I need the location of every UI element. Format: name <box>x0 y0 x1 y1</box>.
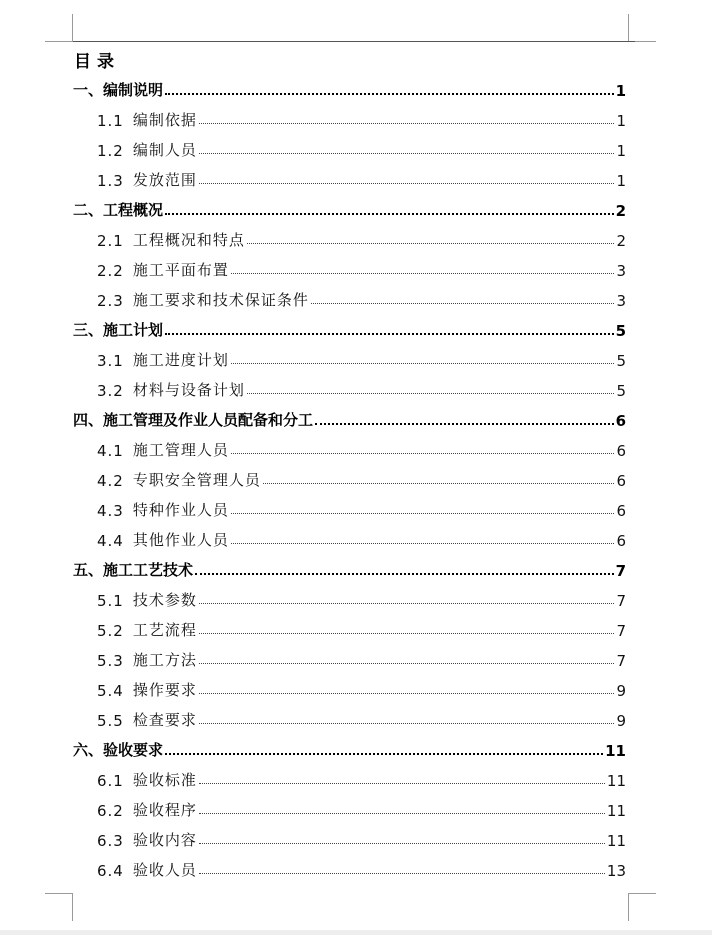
toc-section-entry[interactable] <box>97 168 626 190</box>
toc-section-entry[interactable] <box>97 528 626 550</box>
toc-entry-number: 6.3 <box>97 832 124 850</box>
toc-entry-label: 工程概况 <box>103 201 164 219</box>
toc-entry-number: 2.2 <box>97 262 124 280</box>
toc-entry-label: 施工管理人员 <box>132 441 229 459</box>
toc-entry-number: 6.2 <box>97 802 124 820</box>
toc-entry-label: 验收标准 <box>132 771 197 789</box>
toc-entry-page-number: 1 <box>616 142 626 160</box>
toc-section-entry[interactable] <box>97 498 626 520</box>
toc-dot-leader <box>247 243 615 244</box>
toc-entry-number: 二、 <box>73 201 104 219</box>
toc-entry-number: 6.1 <box>97 772 124 790</box>
toc-section-entry[interactable] <box>97 588 626 610</box>
toc-section-entry[interactable] <box>97 348 626 370</box>
toc-entry-page-number: 3 <box>616 292 626 310</box>
toc-entry-label: 验收要求 <box>103 741 164 759</box>
toc-title: 目录 <box>74 52 120 72</box>
toc-entry-label: 编制依据 <box>132 111 197 129</box>
toc-entry-page-number: 13 <box>606 862 626 880</box>
toc-section-entry[interactable] <box>97 108 626 130</box>
toc-dot-leader <box>199 693 615 694</box>
toc-entry-page-number: 7 <box>616 652 626 670</box>
toc-entry-page-number: 6 <box>615 412 626 430</box>
toc-entry-label: 编制说明 <box>103 81 164 99</box>
toc-section-entry[interactable] <box>97 828 626 850</box>
crop-mark-bottom-left-vertical <box>72 893 73 921</box>
toc-dot-leader <box>199 843 605 844</box>
toc-entry-number: 5.1 <box>97 592 124 610</box>
toc-entry-number: 2.3 <box>97 292 124 310</box>
toc-section-entry[interactable] <box>97 138 626 160</box>
toc-chapter-entry[interactable] <box>73 78 626 100</box>
toc-entry-number: 4.3 <box>97 502 124 520</box>
toc-entry-page-number: 5 <box>616 352 626 370</box>
toc-entry-label: 施工平面布置 <box>132 261 229 279</box>
toc-chapter-entry[interactable] <box>73 198 626 220</box>
toc-dot-leader <box>165 753 603 755</box>
toc-section-entry[interactable] <box>97 468 626 490</box>
toc-entry-number: 5.3 <box>97 652 124 670</box>
toc-dot-leader <box>231 363 615 364</box>
toc-dot-leader <box>195 573 614 575</box>
toc-entry-page-number: 1 <box>616 172 626 190</box>
toc-dot-leader <box>165 213 614 215</box>
toc-entry-label: 施工要求和技术保证条件 <box>132 291 309 309</box>
toc-dot-leader <box>263 483 615 484</box>
toc-entry-label: 施工工艺技术 <box>103 561 194 579</box>
toc-entry-page-number: 7 <box>615 562 626 580</box>
toc-entry-number: 一、 <box>73 81 104 99</box>
toc-entry-page-number: 1 <box>615 82 626 100</box>
toc-entry-label: 施工进度计划 <box>132 351 229 369</box>
toc-entry-page-number: 3 <box>616 262 626 280</box>
toc-entry-label: 专职安全管理人员 <box>132 471 261 489</box>
toc-dot-leader <box>199 603 615 604</box>
toc-section-entry[interactable] <box>97 378 626 400</box>
toc-entry-page-number: 9 <box>616 682 626 700</box>
toc-entry-number: 5.2 <box>97 622 124 640</box>
toc-entry-page-number: 11 <box>606 832 626 850</box>
toc-section-entry[interactable] <box>97 768 626 790</box>
toc-entry-label: 特种作业人员 <box>132 501 229 519</box>
toc-entry-page-number: 6 <box>616 532 626 550</box>
toc-dot-leader <box>165 93 614 95</box>
toc-entry-label: 施工计划 <box>103 321 164 339</box>
toc-entry-label: 技术参数 <box>132 591 197 609</box>
crop-mark-top-left-horizontal <box>45 41 73 42</box>
toc-entry-label: 验收内容 <box>132 831 197 849</box>
toc-section-entry[interactable] <box>97 708 626 730</box>
toc-dot-leader <box>231 273 615 274</box>
toc-dot-leader <box>315 423 614 425</box>
header-rule <box>73 41 635 42</box>
toc-entry-page-number: 11 <box>605 742 626 760</box>
toc-entry-label: 验收人员 <box>132 861 197 879</box>
toc-dot-leader <box>199 183 615 184</box>
toc-section-entry[interactable] <box>97 228 626 250</box>
toc-dot-leader <box>199 873 605 874</box>
toc-entry-page-number: 1 <box>616 112 626 130</box>
toc-entry-label: 检查要求 <box>132 711 197 729</box>
toc-entry-label: 工程概况和特点 <box>132 231 245 249</box>
toc-entry-number: 3.2 <box>97 382 124 400</box>
toc-entry-label: 施工管理及作业人员配备和分工 <box>103 411 314 429</box>
toc-chapter-entry[interactable] <box>73 318 626 340</box>
toc-entry-page-number: 6 <box>616 442 626 460</box>
toc-entry-label: 工艺流程 <box>132 621 197 639</box>
toc-dot-leader <box>199 813 605 814</box>
toc-entry-number: 1.1 <box>97 112 124 130</box>
toc-entry-page-number: 11 <box>606 802 626 820</box>
toc-dot-leader <box>165 333 614 335</box>
toc-section-entry[interactable] <box>97 858 626 880</box>
toc-entry-number: 6.4 <box>97 862 124 880</box>
toc-entry-label: 操作要求 <box>132 681 197 699</box>
crop-mark-bottom-right-horizontal <box>628 893 656 894</box>
toc-chapter-entry[interactable] <box>73 558 626 580</box>
toc-entry-number: 2.1 <box>97 232 124 250</box>
toc-chapter-entry[interactable] <box>73 738 626 760</box>
toc-entry-number: 三、 <box>73 321 104 339</box>
toc-entry-page-number: 7 <box>616 622 626 640</box>
toc-section-entry[interactable] <box>97 438 626 460</box>
toc-dot-leader <box>231 453 615 454</box>
toc-entry-label: 施工方法 <box>132 651 197 669</box>
toc-entry-number: 5.5 <box>97 712 124 730</box>
toc-entry-label: 材料与设备计划 <box>132 381 245 399</box>
toc-entry-label: 发放范围 <box>132 171 197 189</box>
toc-entry-number: 五、 <box>73 561 104 579</box>
toc-section-entry[interactable] <box>97 678 626 700</box>
toc-section-entry[interactable] <box>97 798 626 820</box>
crop-mark-bottom-left-horizontal <box>45 893 73 894</box>
toc-entry-number: 1.2 <box>97 142 124 160</box>
toc-entry-number: 四、 <box>73 411 104 429</box>
toc-entry-number: 5.4 <box>97 682 124 700</box>
toc-dot-leader <box>231 513 615 514</box>
toc-entry-page-number: 6 <box>616 502 626 520</box>
toc-entry-label: 编制人员 <box>132 141 197 159</box>
toc-entry-page-number: 2 <box>615 202 626 220</box>
toc-entry-number: 1.3 <box>97 172 124 190</box>
toc-dot-leader <box>199 723 615 724</box>
toc-section-entry[interactable] <box>97 618 626 640</box>
toc-entry-page-number: 7 <box>616 592 626 610</box>
crop-mark-bottom-right-vertical <box>628 893 629 921</box>
toc-section-entry[interactable] <box>97 258 626 280</box>
toc-entry-page-number: 2 <box>616 232 626 250</box>
toc-entry-number: 3.1 <box>97 352 124 370</box>
toc-entry-number: 4.1 <box>97 442 124 460</box>
toc-dot-leader <box>199 153 615 154</box>
crop-mark-top-right-vertical <box>628 14 629 42</box>
toc-entry-number: 4.2 <box>97 472 124 490</box>
toc-dot-leader <box>311 303 615 304</box>
toc-entry-number: 4.4 <box>97 532 124 550</box>
toc-section-entry[interactable] <box>97 648 626 670</box>
toc-entry-label: 验收程序 <box>132 801 197 819</box>
toc-dot-leader <box>247 393 615 394</box>
toc-entry-number: 六、 <box>73 741 104 759</box>
viewer-bottom-strip <box>0 930 712 935</box>
toc-dot-leader <box>199 633 615 634</box>
crop-mark-top-left-vertical <box>72 14 73 42</box>
toc-entry-page-number: 6 <box>616 472 626 490</box>
toc-chapter-entry[interactable] <box>73 408 626 430</box>
toc-entry-label: 其他作业人员 <box>132 531 229 549</box>
toc-dot-leader <box>199 783 605 784</box>
toc-entry-page-number: 5 <box>615 322 626 340</box>
toc-entry-page-number: 11 <box>606 772 626 790</box>
toc-entry-page-number: 9 <box>616 712 626 730</box>
toc-dot-leader <box>199 663 615 664</box>
toc-entry-page-number: 5 <box>616 382 626 400</box>
toc-section-entry[interactable] <box>97 288 626 310</box>
toc-dot-leader <box>199 123 615 124</box>
toc-dot-leader <box>231 543 615 544</box>
